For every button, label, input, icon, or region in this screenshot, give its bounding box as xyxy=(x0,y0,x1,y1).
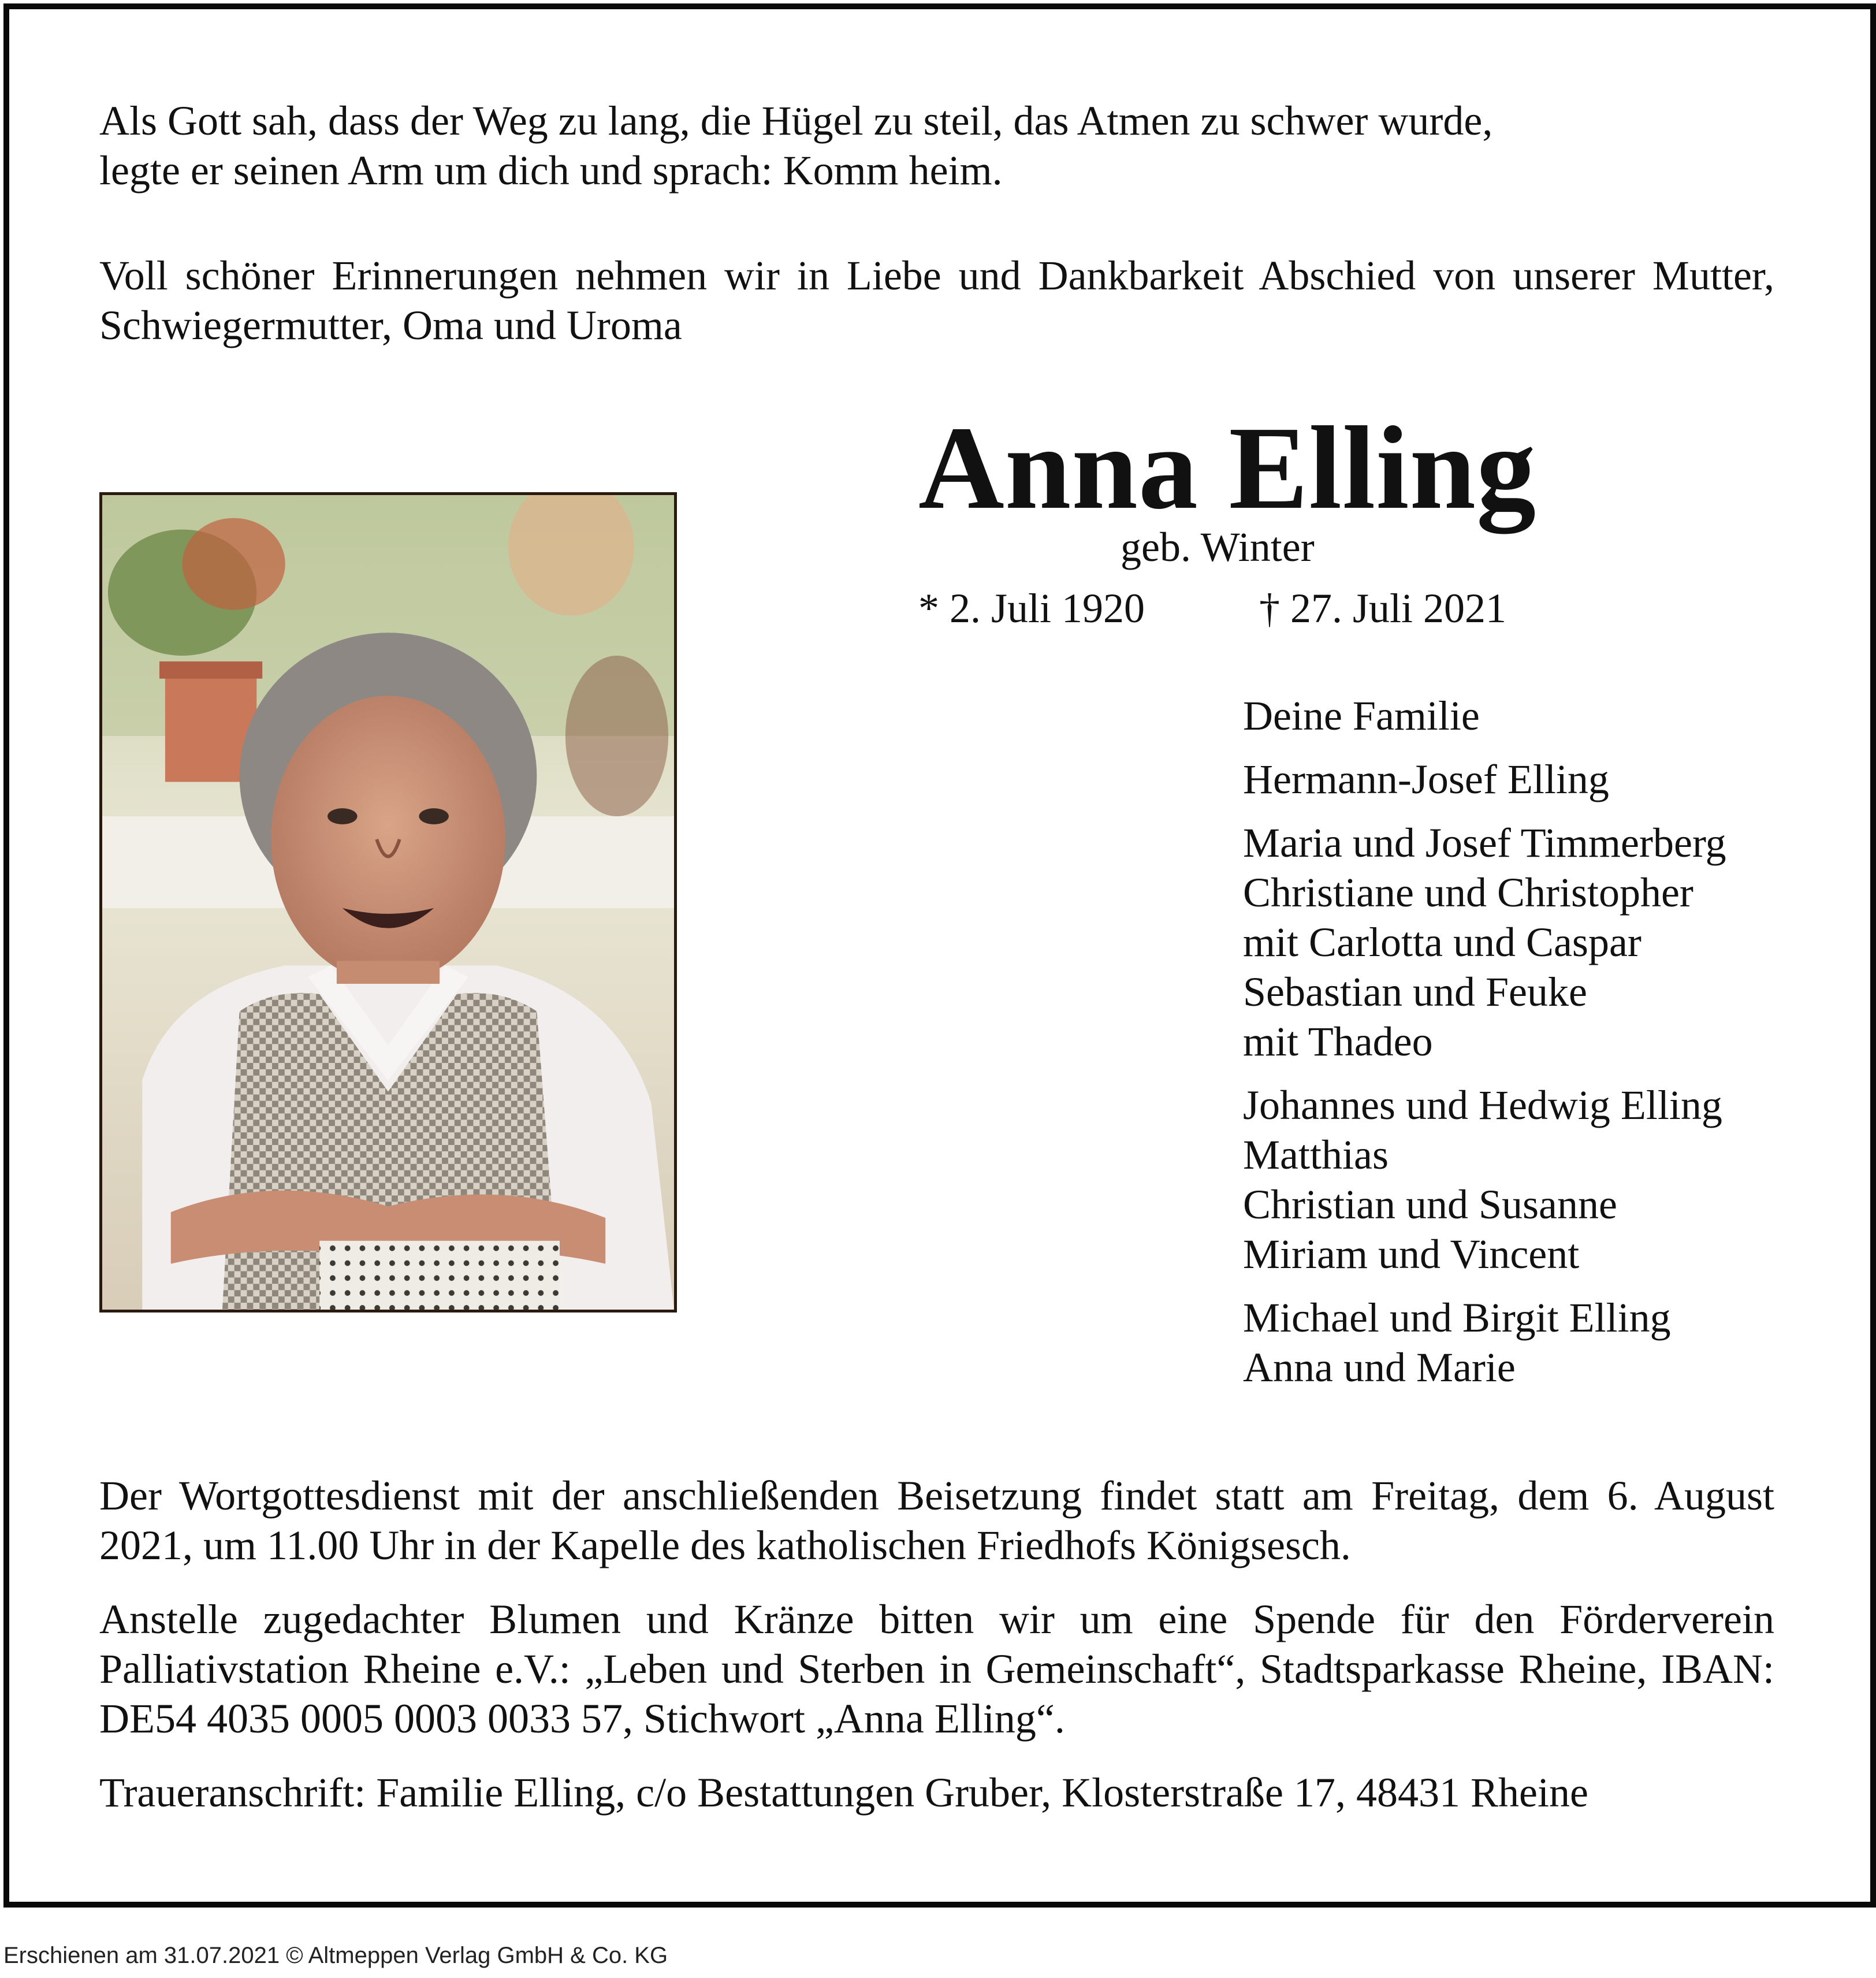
maiden-name: geb. Winter xyxy=(1121,524,1315,570)
family-member: Maria und Josef Timmerberg xyxy=(1243,820,1726,866)
family-member: Johannes und Hedwig Elling xyxy=(1243,1082,1722,1128)
service-text: Der Wortgottesdienst mit der anschließenden Beisetzung findet statt am Freitag, dem 6. August 2021, um 11.00 Uhr in der Kapelle des katholischen Friedhofs Königsesch. xyxy=(99,1473,1774,1568)
family-member: Sebastian und Feuke xyxy=(1243,969,1587,1015)
family-group xyxy=(1243,1293,1821,1392)
family-member: mit Thadeo xyxy=(1243,1018,1433,1065)
family-list xyxy=(1243,691,1821,1406)
poem xyxy=(99,96,1774,195)
family-group xyxy=(1243,754,1821,804)
intro-text: Voll schöner Erinnerungen nehmen wir in Liebe und Dankbarkeit Abschied von unserer Mutter, Schwiegermutter, Oma und Uroma xyxy=(99,252,1774,348)
address-text: Traueranschrift: Familie Elling, c/o Bestattungen Gruber, Klosterstraße 17, 48431 Rheine xyxy=(99,1769,1588,1816)
family-member: Hermann-Josef Elling xyxy=(1243,756,1609,802)
donation-text: Anstelle zugedachter Blumen und Kränze bitten wir um eine Spende für den Förderverein Palliativstation Rheine e.V.: „Leben und Sterben in Gemeinschaft“, Stadtsparkasse Rheine, IBAN: DE54 4035 0005 0003 0033 57, Stichwort „Anna Elling“. xyxy=(99,1596,1774,1742)
portrait-photo xyxy=(99,492,677,1313)
family-member: Miriam und Vincent xyxy=(1243,1231,1580,1277)
family-member: Michael und Birgit Elling xyxy=(1243,1295,1671,1341)
publication-footer: Erschienen am 31.07.2021 © Altmeppen Verlag GmbH & Co. KG xyxy=(3,1943,668,1968)
death-date: † 27. Juli 2021 xyxy=(1259,585,1507,631)
portrait-image xyxy=(102,495,674,1310)
family-heading-group xyxy=(1243,691,1821,741)
family-group xyxy=(1243,1080,1821,1279)
family-member: Christian und Susanne xyxy=(1243,1181,1617,1228)
family-group xyxy=(1243,818,1821,1066)
birth-date: * 2. Juli 1920 xyxy=(918,585,1145,631)
family-member: Christiane und Christopher xyxy=(1243,869,1693,916)
poem-line-1: Als Gott sah, dass der Weg zu lang, die Hügel zu steil, das Atmen zu schwer wurde, xyxy=(99,98,1493,144)
family-member: Anna und Marie xyxy=(1243,1344,1516,1390)
poem-line-2: legte er seinen Arm um dich und sprach: Komm heim. xyxy=(99,147,1003,194)
family-heading: Deine Familie xyxy=(1243,693,1480,739)
family-member: mit Carlotta und Caspar xyxy=(1243,919,1642,965)
deceased-name: Anna Elling xyxy=(918,401,1537,534)
family-member: Matthias xyxy=(1243,1132,1389,1178)
